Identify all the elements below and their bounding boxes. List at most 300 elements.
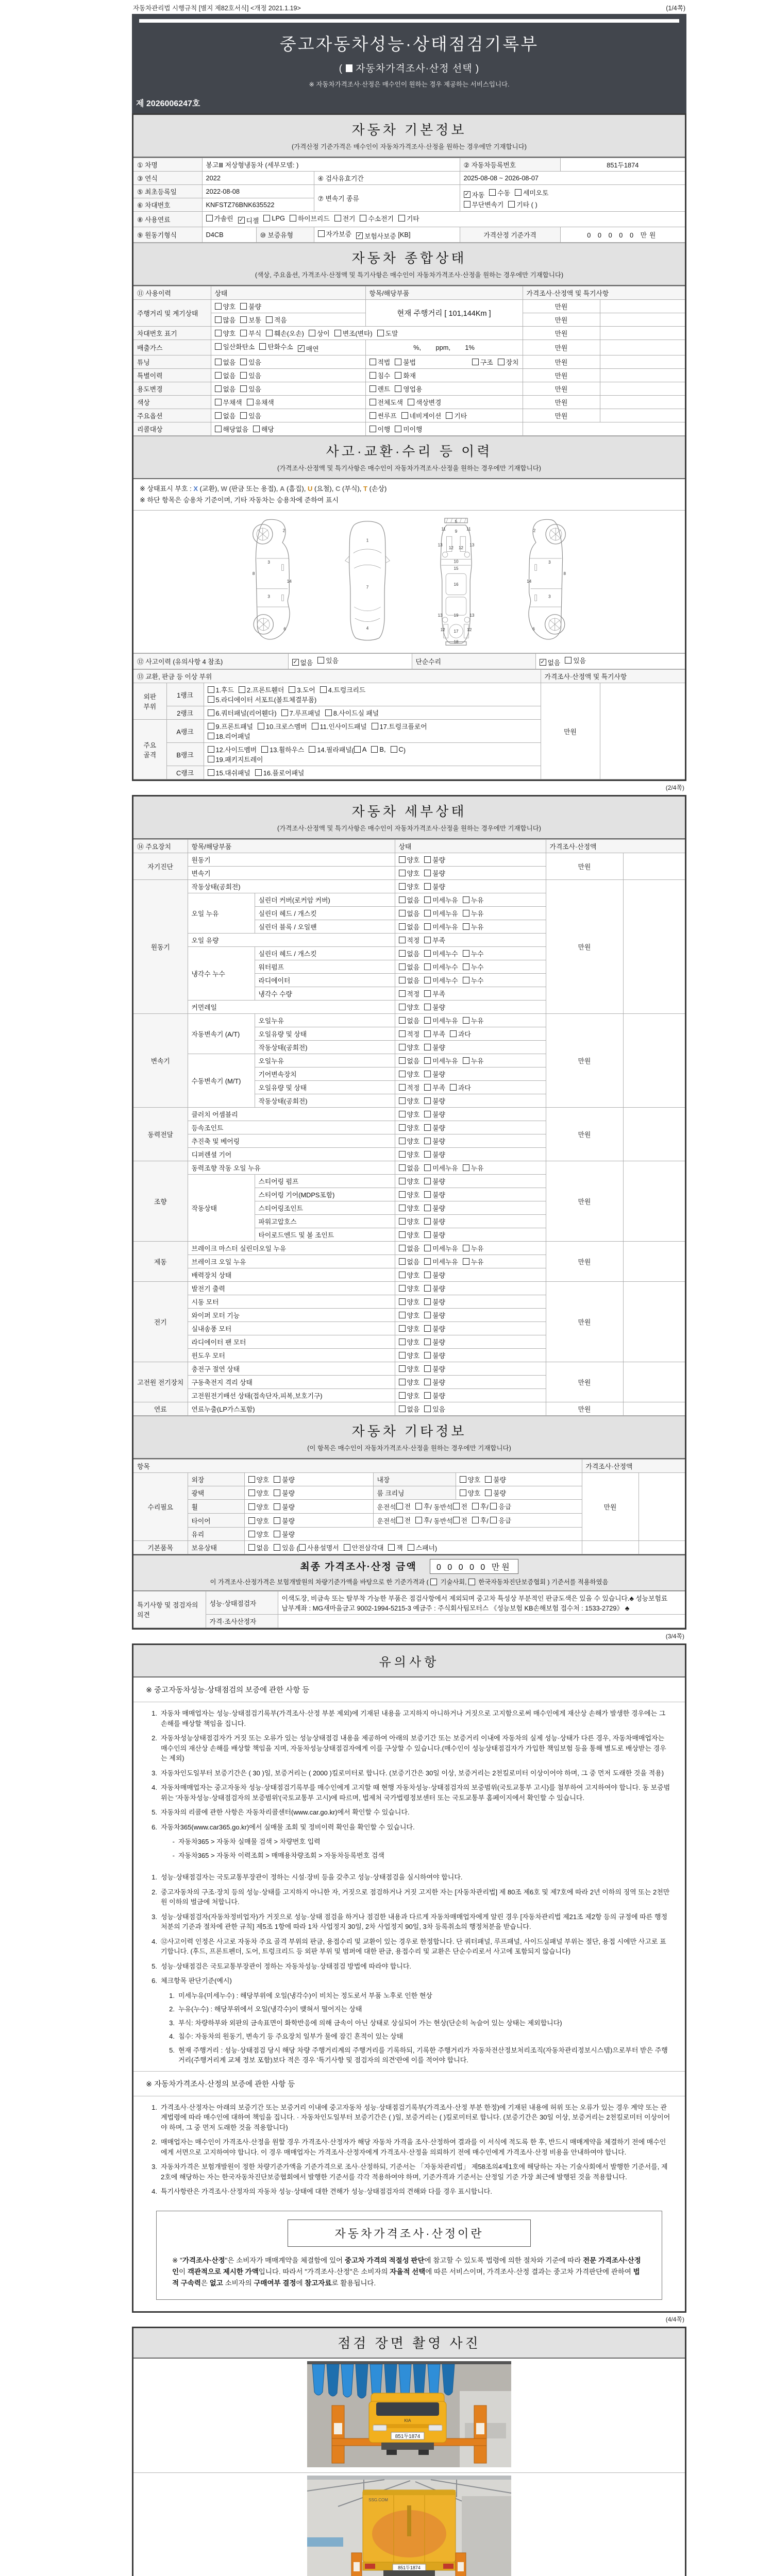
checkbox-불량[interactable] bbox=[424, 1123, 445, 1132]
checkbox-없음[interactable] bbox=[399, 922, 420, 931]
checkbox-양호[interactable] bbox=[399, 1136, 420, 1146]
photo-section-title: 점검 장면 촬영 사진 bbox=[338, 2335, 481, 2351]
checkbox-누유[interactable] bbox=[463, 895, 484, 905]
unchecked-box-icon bbox=[399, 1205, 406, 1211]
checkbox-label: 없음 bbox=[407, 1017, 420, 1025]
checkbox-사용설명서[interactable] bbox=[299, 1543, 339, 1552]
checkbox-누유[interactable] bbox=[463, 908, 484, 918]
checkbox-불량[interactable] bbox=[240, 301, 261, 311]
checkbox-불량[interactable] bbox=[424, 1283, 445, 1293]
checkbox-없음[interactable] bbox=[215, 384, 236, 394]
checkbox-미세누유[interactable] bbox=[424, 922, 458, 931]
checkbox-label: 적정 bbox=[407, 1030, 420, 1039]
checkbox-label: 양호 bbox=[223, 330, 236, 337]
checkbox-미세누수[interactable] bbox=[424, 948, 458, 958]
checkbox-양호[interactable] bbox=[399, 1216, 420, 1226]
checkbox-없음[interactable] bbox=[540, 657, 561, 667]
checkbox-없음[interactable] bbox=[215, 370, 236, 380]
checkbox-양호[interactable] bbox=[248, 1516, 270, 1526]
checkbox-label: 양호 bbox=[407, 1338, 420, 1347]
checkbox-cell bbox=[365, 369, 523, 382]
checkbox-18.리어패널[interactable] bbox=[208, 731, 250, 741]
checkbox-label: 침수 bbox=[377, 372, 391, 380]
checkbox-장치[interactable] bbox=[498, 357, 519, 367]
checkbox-2.프론트휀더[interactable] bbox=[239, 685, 284, 694]
checkbox-적정[interactable] bbox=[399, 1082, 420, 1092]
checkbox-없음[interactable] bbox=[215, 357, 236, 367]
checkbox-없음[interactable] bbox=[292, 657, 313, 667]
checkbox-미세누수[interactable] bbox=[424, 962, 458, 972]
checkbox-15.대쉬패널[interactable] bbox=[208, 768, 250, 777]
checkbox-미세누유[interactable] bbox=[424, 1243, 458, 1253]
checkbox-부족[interactable] bbox=[424, 989, 445, 998]
value-cell: 작동상태(공회전) bbox=[255, 1094, 395, 1108]
checkbox-후[interactable] bbox=[472, 1515, 486, 1525]
checkbox-누수[interactable] bbox=[463, 948, 484, 958]
checkbox-label: 불량 bbox=[493, 1476, 506, 1484]
checkbox-없음[interactable] bbox=[399, 1243, 420, 1253]
checkbox-13.휠하우스[interactable] bbox=[261, 744, 304, 754]
unchecked-box-icon bbox=[395, 359, 401, 365]
checkbox-B,[interactable] bbox=[371, 745, 385, 753]
checkbox-색상변경[interactable] bbox=[408, 397, 441, 407]
checkbox-자동[interactable] bbox=[464, 190, 485, 199]
panel-number-12: 12 bbox=[467, 628, 472, 633]
checkbox-있음[interactable] bbox=[240, 411, 261, 420]
checkbox-세미오토[interactable] bbox=[515, 188, 548, 197]
checkbox-19.패키지트레이[interactable] bbox=[208, 754, 263, 764]
label-cell: ⑤ 최초등록일 bbox=[133, 185, 202, 198]
unchecked-box-icon[interactable] bbox=[430, 1579, 437, 1585]
checkbox-상이[interactable] bbox=[309, 328, 330, 338]
checkbox-후[interactable] bbox=[472, 1501, 486, 1511]
checkbox-누유[interactable] bbox=[463, 1056, 484, 1065]
checkbox-LPG[interactable] bbox=[263, 214, 285, 222]
checkbox-디젤[interactable] bbox=[238, 215, 259, 225]
checkbox-유채색[interactable] bbox=[247, 397, 274, 407]
checkbox-없음[interactable] bbox=[399, 948, 420, 958]
checkbox-미세누유[interactable] bbox=[424, 1056, 458, 1065]
checkbox-양호[interactable] bbox=[399, 855, 420, 865]
checkbox-있음[interactable] bbox=[317, 655, 339, 665]
checkbox-전기[interactable] bbox=[334, 213, 356, 223]
checkbox-cell bbox=[204, 706, 541, 720]
table-row bbox=[133, 1242, 685, 1255]
checkbox-후[interactable] bbox=[415, 1501, 430, 1511]
checkbox-불량[interactable] bbox=[274, 1488, 295, 1498]
checkbox-자가보증[interactable] bbox=[318, 229, 351, 239]
checkbox-양호[interactable] bbox=[399, 1069, 420, 1079]
checkbox-양호[interactable] bbox=[399, 1109, 420, 1119]
checkbox-양호[interactable] bbox=[399, 1377, 420, 1387]
item-number: 5. bbox=[152, 1808, 157, 1817]
checkbox-불량[interactable] bbox=[424, 1176, 445, 1186]
checkbox-없음[interactable] bbox=[215, 411, 236, 420]
checkbox-없음[interactable] bbox=[399, 1056, 420, 1065]
panel-number-15: 15 bbox=[453, 566, 459, 571]
svg-text:851두1874: 851두1874 bbox=[398, 2565, 421, 2571]
checkbox-없음[interactable] bbox=[248, 1543, 270, 1552]
cell-text: / 동반석 bbox=[430, 1503, 453, 1512]
checkbox-누유[interactable] bbox=[463, 1015, 484, 1025]
checkbox-부족[interactable] bbox=[424, 1029, 445, 1039]
checkbox-하이브리드[interactable] bbox=[290, 213, 330, 223]
checkbox-미세누유[interactable] bbox=[424, 895, 458, 905]
checkbox-불량[interactable] bbox=[485, 1488, 506, 1498]
checkbox-있음[interactable] bbox=[240, 384, 261, 394]
checkbox-렌트[interactable] bbox=[369, 384, 391, 394]
checkbox-불량[interactable] bbox=[424, 1042, 445, 1052]
checkbox-양호[interactable] bbox=[399, 868, 420, 878]
checkbox-양호[interactable] bbox=[215, 301, 236, 311]
checkbox-8.사이드실 패널[interactable] bbox=[325, 708, 379, 718]
checkbox-양호[interactable] bbox=[460, 1475, 481, 1484]
unchecked-box-icon bbox=[424, 1084, 431, 1091]
notice-subitem bbox=[163, 1991, 670, 2001]
checkbox-label: 누수 bbox=[470, 950, 484, 958]
checkbox-양호[interactable] bbox=[248, 1475, 270, 1484]
unchecked-box-icon bbox=[325, 709, 332, 716]
checkbox-무채색[interactable] bbox=[215, 397, 242, 407]
checkbox-수동[interactable] bbox=[489, 188, 510, 197]
checkbox-미세누유[interactable] bbox=[424, 1163, 458, 1173]
checkbox-불량[interactable] bbox=[424, 1350, 445, 1360]
checkbox-7.루프패널[interactable] bbox=[281, 708, 321, 718]
checkbox-불량[interactable] bbox=[424, 1297, 445, 1307]
checkbox-12.사이드멤버[interactable] bbox=[208, 744, 257, 754]
value-cell: 오일 누유 bbox=[188, 893, 255, 934]
checkbox-10.크로스멤버[interactable] bbox=[258, 721, 307, 731]
checkbox-양호[interactable] bbox=[399, 1123, 420, 1132]
checkbox-cell bbox=[395, 1175, 546, 1188]
checkbox-불량[interactable] bbox=[424, 1149, 445, 1159]
checkbox-불법[interactable] bbox=[395, 357, 416, 367]
checkbox-cell bbox=[395, 1215, 546, 1228]
checkbox-전[interactable] bbox=[453, 1501, 467, 1511]
checkbox-있음[interactable] bbox=[424, 1404, 445, 1414]
checkbox-16.플로어패널[interactable] bbox=[255, 768, 305, 777]
checkbox-불량[interactable] bbox=[424, 868, 445, 878]
checkbox-label: 불법 bbox=[403, 359, 416, 366]
checkbox-스패너[interactable] bbox=[408, 1543, 438, 1553]
checkbox-cell bbox=[535, 654, 685, 669]
checkbox-응급[interactable] bbox=[490, 1515, 511, 1525]
checkbox-있음[interactable] bbox=[274, 1543, 295, 1552]
checkbox-불량[interactable] bbox=[424, 1216, 445, 1226]
checkbox-불량[interactable] bbox=[424, 1377, 445, 1387]
checkbox-불량[interactable] bbox=[424, 1324, 445, 1333]
unchecked-box-icon bbox=[208, 709, 214, 716]
checkbox-없음[interactable] bbox=[399, 1404, 420, 1414]
basic-info-note: (가격산정 기준가격은 매수인이 자동차가격조사·산정을 원하는 경우에만 기재합니다) bbox=[292, 143, 527, 150]
checkbox-양호[interactable] bbox=[399, 1283, 420, 1293]
checkbox-누수[interactable] bbox=[463, 962, 484, 972]
checkbox-양호[interactable] bbox=[248, 1488, 270, 1498]
item-number: 6. bbox=[152, 1823, 157, 1831]
basic-info-table bbox=[133, 158, 685, 243]
checkbox-양호[interactable] bbox=[399, 1190, 420, 1199]
checkbox-양호[interactable] bbox=[399, 1270, 420, 1280]
checkbox-없음[interactable] bbox=[399, 1257, 420, 1266]
value-cell bbox=[600, 300, 685, 313]
checkbox-11.인사이드패널[interactable] bbox=[312, 721, 367, 731]
checkbox-응급[interactable] bbox=[490, 1501, 511, 1511]
checkbox-적법[interactable] bbox=[369, 357, 391, 367]
checkbox-양호[interactable] bbox=[460, 1488, 481, 1498]
checkbox-불량[interactable] bbox=[485, 1475, 506, 1484]
checkbox-label: 불량 bbox=[432, 1285, 445, 1293]
checkbox-양호[interactable] bbox=[215, 328, 236, 338]
checkbox-불량[interactable] bbox=[424, 1364, 445, 1374]
checkbox-미이행[interactable] bbox=[395, 424, 422, 434]
checkbox-불량[interactable] bbox=[424, 1096, 445, 1106]
checkbox-label: 양호 bbox=[407, 1097, 420, 1106]
checkbox-적정[interactable] bbox=[399, 935, 420, 945]
checkbox-label: 장치 bbox=[506, 359, 519, 366]
checkbox-보통[interactable] bbox=[240, 315, 261, 325]
checkbox-기타[interactable] bbox=[398, 213, 419, 223]
checkbox-label: 불량 bbox=[432, 1071, 445, 1079]
checkbox-불량[interactable] bbox=[424, 1190, 445, 1199]
checkbox-불량[interactable] bbox=[424, 1069, 445, 1079]
checkbox-없음[interactable] bbox=[399, 908, 420, 918]
unchecked-box-icon bbox=[206, 215, 213, 222]
checkbox-cell bbox=[244, 1528, 582, 1541]
checkbox-부족[interactable] bbox=[424, 935, 445, 945]
table-row bbox=[133, 227, 685, 243]
checkbox-네비게이션[interactable] bbox=[401, 411, 442, 420]
checkbox-기타 ( )[interactable] bbox=[508, 199, 537, 209]
checkbox-구조[interactable] bbox=[472, 357, 493, 367]
checkbox-양호[interactable] bbox=[399, 1391, 420, 1400]
checkbox-불량[interactable] bbox=[424, 1310, 445, 1320]
checkbox-없음[interactable] bbox=[399, 962, 420, 972]
value-cell bbox=[623, 1362, 685, 1402]
checkbox-불량[interactable] bbox=[274, 1529, 295, 1539]
label-cell: 상태 bbox=[395, 840, 546, 853]
unchecked-box-icon bbox=[312, 723, 318, 730]
checkbox-적정[interactable] bbox=[399, 1029, 420, 1039]
checkbox-4.트렁크리드[interactable] bbox=[320, 685, 365, 694]
item-text: 가격조사·산정자는 아래의 보증기간 또는 보증거리 이내에 중고자동차 성능·상태점검기록부(가격조사·산정 부분 한정)에 기재된 내용에 허위 또는 오류가 있는 경우 계약 또는 관계법령에 따라 매수인에 대하여 책임을 집니다. · 자동차인도일부터 보증기간은 ( )일, 보증거리는 ( )킬로미터로 합니다. (보증기간은 30일 이상, 보증거리는 2천킬로미터 이상이어야 하며, 그 중 먼저 도래한 것을 적용합니다) bbox=[161, 2103, 670, 2131]
checkbox-부식[interactable] bbox=[240, 328, 261, 338]
notice-item bbox=[146, 1961, 670, 1972]
mixed-cell bbox=[244, 1541, 582, 1554]
notice-list-3 bbox=[133, 2096, 685, 2204]
checkbox-있음[interactable] bbox=[565, 655, 586, 665]
unchecked-box-icon bbox=[399, 883, 406, 890]
checkbox-label: 10.크로스멤버 bbox=[265, 723, 307, 731]
checkbox-있음[interactable] bbox=[240, 357, 261, 367]
checkbox-없음[interactable] bbox=[399, 895, 420, 905]
checkbox-양호[interactable] bbox=[399, 1324, 420, 1333]
checkbox-label: 미세누유 bbox=[432, 910, 458, 918]
checkbox-label: 불량 bbox=[493, 1489, 506, 1498]
checkbox-미세누수[interactable] bbox=[424, 975, 458, 985]
checkbox-불량[interactable] bbox=[424, 1270, 445, 1280]
checkbox-불량[interactable] bbox=[424, 1136, 445, 1146]
checkbox-양호[interactable] bbox=[399, 1176, 420, 1186]
checkbox-C[interactable] bbox=[391, 745, 404, 753]
checkbox-영업용[interactable] bbox=[395, 384, 422, 394]
checkbox-탄화수소[interactable] bbox=[259, 342, 293, 351]
checkbox-양호[interactable] bbox=[399, 1203, 420, 1213]
value-cell: 변속기 bbox=[188, 867, 395, 880]
checkbox-양호[interactable] bbox=[399, 1310, 420, 1320]
amount-cell: 만원 bbox=[546, 1282, 623, 1362]
checkbox-불량[interactable] bbox=[274, 1502, 295, 1512]
label-cell: 주행거리 및 계기상태 bbox=[133, 300, 211, 327]
unchecked-box-icon bbox=[399, 896, 406, 903]
checkbox-label: 양호 bbox=[407, 1312, 420, 1320]
checkbox-과다[interactable] bbox=[450, 1029, 471, 1039]
unchecked-box-icon bbox=[334, 215, 341, 222]
notice-item bbox=[146, 1976, 670, 1986]
checkbox-누유[interactable] bbox=[463, 1257, 484, 1266]
unchecked-box-icon bbox=[399, 1097, 406, 1104]
checkbox-양호[interactable] bbox=[399, 1149, 420, 1159]
item-text: 성능·상태점검은 국토교통부장관이 정하는 자동차성능·상태점검 방법에 따라야 합니다. bbox=[161, 1962, 412, 1970]
checkbox-수소전기[interactable] bbox=[360, 213, 393, 223]
checkbox-불량[interactable] bbox=[424, 1203, 445, 1213]
checkbox-불량[interactable] bbox=[424, 1002, 445, 1012]
checkbox-변조(변타)[interactable] bbox=[334, 328, 373, 338]
checkbox-양호[interactable] bbox=[399, 1364, 420, 1374]
checkbox-적음[interactable] bbox=[266, 315, 287, 325]
checkbox-가솔린[interactable] bbox=[206, 213, 233, 223]
checkbox-양호[interactable] bbox=[399, 1297, 420, 1307]
checkbox-일산화탄소[interactable] bbox=[215, 342, 255, 351]
table-row bbox=[133, 422, 685, 436]
checkbox-14.필라패널[interactable] bbox=[309, 744, 351, 754]
checkbox-양호[interactable] bbox=[399, 1350, 420, 1360]
checkbox-불량[interactable] bbox=[424, 882, 445, 891]
checkbox-과다[interactable] bbox=[450, 1082, 471, 1092]
checkbox-양호[interactable] bbox=[399, 1230, 420, 1240]
checkbox-적정[interactable] bbox=[399, 989, 420, 998]
checkbox-label: 양호 bbox=[256, 1476, 270, 1484]
checkbox-불량[interactable] bbox=[274, 1516, 295, 1526]
panel-number-9: 9 bbox=[455, 529, 458, 534]
checkbox-훼손(오손)[interactable] bbox=[266, 328, 304, 338]
checkbox-보험사보증[interactable] bbox=[356, 231, 396, 241]
checkbox-후[interactable] bbox=[415, 1515, 430, 1525]
document-title: 중고자동차성능·상태점검기록부 bbox=[279, 35, 539, 54]
checkbox-이행[interactable] bbox=[369, 424, 391, 434]
checkbox-해당없음[interactable] bbox=[215, 424, 248, 434]
checkbox-cell bbox=[395, 1161, 546, 1175]
checkbox-해당[interactable] bbox=[253, 424, 274, 434]
checkbox-17.트렁크플로어[interactable] bbox=[372, 721, 427, 731]
checkbox-누유[interactable] bbox=[463, 1163, 484, 1173]
checkbox-불량[interactable] bbox=[424, 855, 445, 865]
checkbox-침수[interactable] bbox=[369, 370, 391, 380]
item-text: ⑫사고이력 인정은 사고로 자동차 주요 골격 부위의 판금, 용접수리 및 교환이 있는 경우로 한정합니다. 단 쿼터패널, 루프패널, 사이드실패널 부위는 절단, 용접 시에만 사고로 표기합니다. (후드, 프론트펜더, 도어, 트렁크리드 등 외판 부위 및 범퍼에 대한 판금, 용접수리 및 교환은 단순수리로서 사고에 포함되지 않습니다) bbox=[161, 1937, 666, 1956]
text-segment: C bbox=[335, 485, 341, 493]
checkbox-불량[interactable] bbox=[424, 1391, 445, 1400]
checkbox-label: 후 bbox=[423, 1517, 430, 1525]
checkbox-양호[interactable] bbox=[248, 1529, 270, 1539]
checkbox-전체도색[interactable] bbox=[369, 397, 403, 407]
checkbox-기타[interactable] bbox=[446, 411, 467, 420]
checkbox-없음[interactable] bbox=[399, 1015, 420, 1025]
value-cell: 기어변속장치 bbox=[255, 1067, 395, 1081]
checkbox-양호[interactable] bbox=[399, 1337, 420, 1347]
checkbox-cell bbox=[211, 327, 523, 340]
checkbox-화재[interactable] bbox=[395, 370, 416, 380]
checkbox-전[interactable] bbox=[396, 1515, 411, 1525]
table-row bbox=[133, 172, 685, 185]
checkbox-안전삼각대[interactable] bbox=[344, 1543, 384, 1552]
page-indicator-2: (2/4쪽) bbox=[665, 784, 684, 792]
label-cell: 가격조사·산정액 bbox=[582, 1460, 685, 1473]
unchecked-box-icon bbox=[565, 657, 572, 664]
text-segment: (부식), bbox=[340, 485, 364, 493]
checkbox-불량[interactable] bbox=[424, 1109, 445, 1119]
checkbox-있음[interactable] bbox=[240, 370, 261, 380]
checkbox-불량[interactable] bbox=[424, 1337, 445, 1347]
unchecked-box-icon bbox=[215, 385, 222, 392]
checkbox-많음[interactable] bbox=[215, 315, 236, 325]
checkbox-9.프론트패널[interactable] bbox=[208, 721, 253, 731]
checkbox-6.쿼터패널(리어휀다)[interactable] bbox=[208, 708, 277, 718]
checkbox-매연[interactable] bbox=[298, 344, 319, 353]
checkbox-누유[interactable] bbox=[463, 922, 484, 931]
unchecked-box-icon bbox=[274, 1476, 280, 1483]
checkbox-무단변속기[interactable] bbox=[464, 199, 504, 209]
checkbox-도말[interactable] bbox=[377, 328, 398, 338]
checkbox-양호[interactable] bbox=[399, 1042, 420, 1052]
checkbox-불량[interactable] bbox=[424, 1230, 445, 1240]
checkbox-1.후드[interactable] bbox=[208, 685, 234, 694]
checkbox-양호[interactable] bbox=[399, 1002, 420, 1012]
checkbox-양호[interactable] bbox=[399, 882, 420, 891]
checkbox-전[interactable] bbox=[396, 1501, 411, 1511]
checkbox-누유[interactable] bbox=[463, 1243, 484, 1253]
checkbox-label: 디젤 bbox=[246, 217, 259, 225]
checkbox-전[interactable] bbox=[453, 1515, 467, 1525]
checkbox-부족[interactable] bbox=[424, 1082, 445, 1092]
label-cell: 보유상태 bbox=[188, 1541, 244, 1554]
checkbox-양호[interactable] bbox=[248, 1502, 270, 1512]
unchecked-box-icon bbox=[239, 686, 245, 693]
unchecked-box-icon[interactable] bbox=[468, 1579, 475, 1585]
checkbox-불량[interactable] bbox=[274, 1475, 295, 1484]
checkbox-label: 양호 bbox=[407, 1124, 420, 1132]
unchecked-box-icon bbox=[424, 1352, 431, 1359]
checkbox-썬루프[interactable] bbox=[369, 411, 397, 420]
checkbox-3.도어[interactable] bbox=[289, 685, 315, 694]
notice-item bbox=[146, 1872, 670, 1883]
checkbox-A[interactable] bbox=[351, 745, 367, 755]
checkbox-없음[interactable] bbox=[399, 975, 420, 985]
checkbox-누수[interactable] bbox=[463, 975, 484, 985]
checkbox-5.라디에이터 서포트(볼트체결부품)[interactable] bbox=[208, 694, 317, 704]
value-cell: 브레이크 마스터 실린더오일 누유 bbox=[188, 1242, 395, 1255]
checkbox-양호[interactable] bbox=[399, 1096, 420, 1106]
checkbox-cell bbox=[211, 396, 365, 409]
checkbox-미세누유[interactable] bbox=[424, 1015, 458, 1025]
table-row bbox=[133, 1282, 685, 1295]
checkbox-없음[interactable] bbox=[399, 1163, 420, 1173]
checkbox-잭[interactable] bbox=[388, 1543, 402, 1552]
checkbox-미세누유[interactable] bbox=[424, 1257, 458, 1266]
checkbox-group bbox=[299, 1543, 438, 1553]
unchecked-box-icon bbox=[490, 1517, 497, 1523]
unchecked-box-icon bbox=[399, 910, 406, 917]
item-number: 2. bbox=[152, 2138, 157, 2146]
checkbox-미세누유[interactable] bbox=[424, 908, 458, 918]
